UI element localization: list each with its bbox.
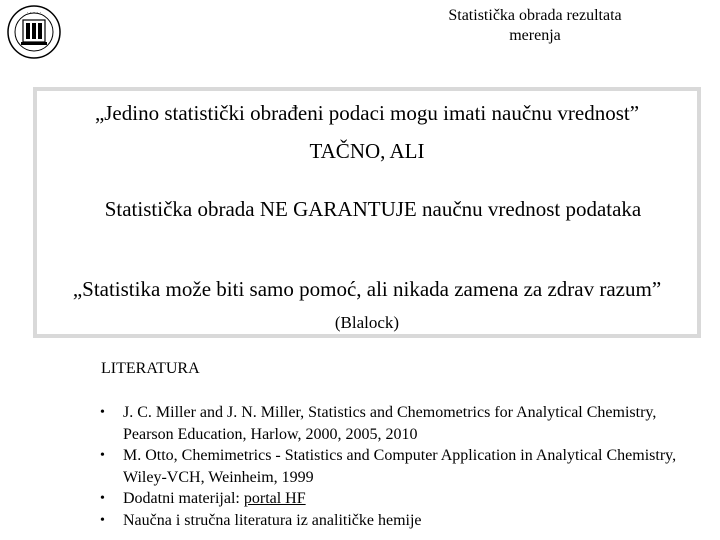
quote-citation: „Statistika može biti samo pomoć, ali nikada zamena za zdrav razum” (72, 277, 662, 301)
bullet: • (100, 405, 105, 420)
quote-statement: „Jedino statistički obrađeni podaci mogu imati naučnu vrednost” (94, 101, 640, 125)
bullet: • (100, 448, 105, 463)
list-item (100, 510, 700, 532)
literature-list (100, 402, 700, 531)
reference-text: Dodatni materijal: (123, 490, 244, 507)
list-item (100, 445, 700, 488)
quote-answer: TAČNO, ALI (309, 139, 425, 163)
reference-text: J. C. Miller and J. N. Miller, Statistics and Chemometrics for Analytical Chemistry, Pearson Education, Harlow, 2000, 2005, 2010 (123, 404, 657, 443)
quote-attribution: (Blalock) (334, 313, 400, 332)
literature-heading: LITERATURA (101, 360, 200, 377)
slide-title-line1: Statistička obrada rezultata (448, 7, 622, 24)
bullet: • (100, 512, 105, 528)
reference-text: M. Otto, Chemimetrics - Statistics and Computer Application in Analytical Chemistry, Wiley-VCH, Weinheim, 1999 (123, 447, 677, 486)
slide-title-line2: merenja (509, 27, 561, 44)
slide-title (400, 6, 670, 46)
list-item (100, 488, 700, 510)
quote-warning: Statistička obrada NE GARANTUJE naučnu vrednost podataka (104, 197, 642, 221)
reference-text: Naučna i stručna literatura iz analitičke hemije (123, 511, 422, 529)
bullet: • (100, 491, 105, 506)
svg-text:· · · · ·: · · · · · (26, 10, 42, 16)
list-item (100, 402, 700, 445)
university-logo (4, 4, 64, 60)
portal-hf-link[interactable]: portal HF (243, 490, 306, 507)
quote-box (33, 87, 701, 338)
